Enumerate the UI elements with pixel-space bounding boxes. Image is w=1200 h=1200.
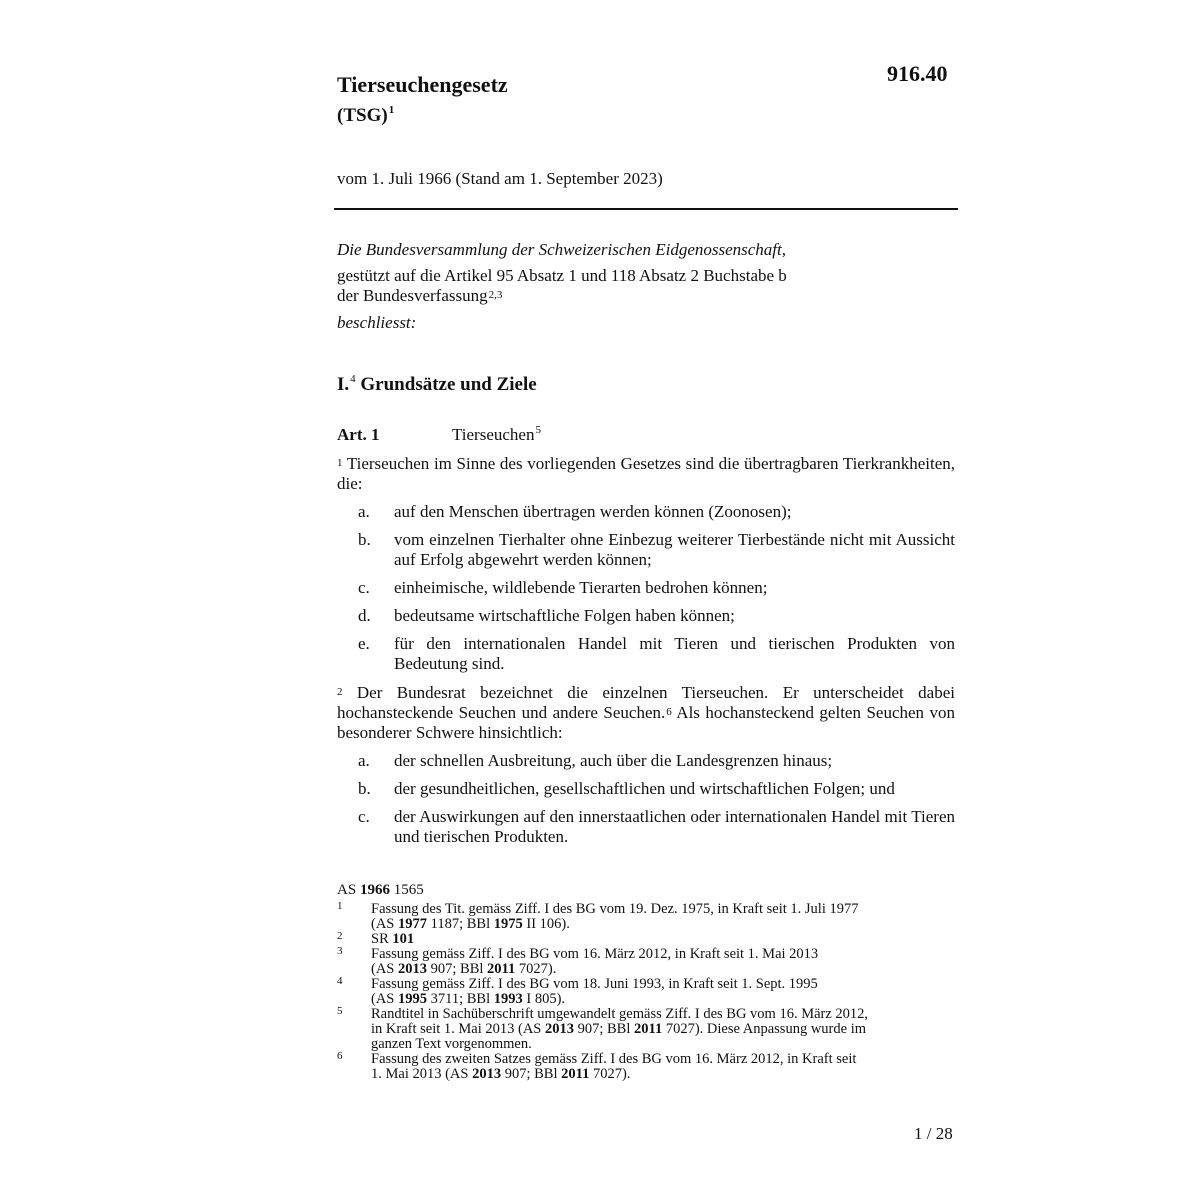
footnote-number: 2 bbox=[337, 930, 343, 942]
footnote bbox=[337, 932, 937, 947]
list-item bbox=[337, 530, 955, 570]
footnote-number: 5 bbox=[337, 1005, 343, 1017]
article-paragraph-2 bbox=[337, 683, 955, 743]
sr-number: 916.40 bbox=[887, 61, 948, 86]
as-year: 1966 bbox=[359, 882, 390, 898]
list-item-text: bedeutsame wirtschaftliche Folgen haben können; bbox=[394, 606, 735, 625]
article-number: Art. 1 bbox=[337, 425, 380, 444]
list-marker: c. bbox=[358, 807, 370, 826]
footnote-text: Fassung des zweiten Satzes gemäss Ziff. I des BG vom 16. März 2012, in Kraft seit 1. Mai 2013 (AS 2013 907; BBl 2011 7027). bbox=[371, 1051, 857, 1082]
list-item-text: für den internationalen Handel mit Tieren und tierischen Produkten von Bedeutung sind. bbox=[394, 634, 955, 673]
list-item bbox=[337, 779, 955, 799]
list-item bbox=[337, 807, 955, 847]
list-marker: b. bbox=[358, 530, 371, 549]
list-item-text: vom einzelnen Tierhalter ohne Einbezug weiterer Tierbestände nicht mit Aussicht auf Erfolg abgewehrt werden können; bbox=[394, 530, 955, 569]
footnote-text: Fassung gemäss Ziff. I des BG vom 16. März 2012, in Kraft seit 1. Mai 2013 (AS 2013 907; BBl 2011 7027). bbox=[371, 946, 819, 977]
footnote-ref[interactable]: 2,3 bbox=[488, 289, 503, 301]
list-item bbox=[337, 634, 955, 674]
list-marker: d. bbox=[358, 606, 371, 625]
footnotes bbox=[337, 902, 937, 1082]
list-marker: e. bbox=[358, 634, 370, 653]
footnote-ref[interactable]: 5 bbox=[535, 424, 541, 436]
page-number: 1 / 28 bbox=[914, 1124, 953, 1143]
footnote-ref[interactable]: 6 bbox=[666, 706, 672, 718]
paragraph-1-list bbox=[337, 502, 955, 682]
document-abbreviation bbox=[337, 105, 394, 127]
preamble-authority: Die Bundesversammlung der Schweizerischen Eidgenossenschaft, bbox=[337, 240, 786, 259]
preamble-basis-line-1: gestützt auf die Artikel 95 Absatz 1 und 118 Absatz 2 Buchstabe b bbox=[337, 266, 787, 285]
footnote-number: 6 bbox=[337, 1050, 343, 1062]
footnote-text: Randtitel in Sachüberschrift umgewandelt gemäss Ziff. I des BG vom 16. März 2012, in Kraft seit 1. Mai 2013 (AS 2013 907; BBl 2011 7027). Diese Anpassung wurde im ganzen Text vorgenommen. bbox=[371, 1006, 869, 1052]
preamble-resolution: beschliesst: bbox=[337, 313, 417, 332]
footnote bbox=[337, 977, 937, 1007]
date-line: vom 1. Juli 1966 (Stand am 1. September 2023) bbox=[337, 169, 663, 188]
paragraph-number: 1 bbox=[337, 457, 343, 469]
paragraph-1-text: Tierseuchen im Sinne des vorliegenden Gesetzes sind die übertragbaren Tierkrankheiten, die: bbox=[337, 454, 955, 493]
footnote-number: 1 bbox=[337, 900, 343, 912]
footnote-number: 4 bbox=[337, 975, 343, 987]
list-item bbox=[337, 502, 955, 522]
footnote-number: 3 bbox=[337, 945, 343, 957]
list-item bbox=[337, 751, 955, 771]
footnote-ref[interactable]: 4 bbox=[350, 373, 356, 385]
paragraph-2-list bbox=[337, 751, 955, 855]
article-paragraph-1 bbox=[337, 454, 955, 494]
footnote bbox=[337, 947, 937, 977]
article-title bbox=[452, 425, 541, 445]
paragraph-number: 2 bbox=[337, 686, 343, 698]
list-marker: c. bbox=[358, 578, 370, 597]
list-item bbox=[337, 578, 955, 598]
paragraph-2-text: Der Bundesrat bezeichnet die einzelnen Tierseuchen. Er unterscheidet dabei hochansteckende Seuchen und andere Seuchen. bbox=[337, 683, 955, 722]
paragraph-2-text-continued: Als hochansteckend gelten Seuchen von besonderer Schwere hinsichtlich: bbox=[337, 703, 956, 742]
footnote-text: SR 101 bbox=[371, 931, 415, 947]
footnote-ref[interactable]: 1 bbox=[388, 104, 395, 116]
footnote-text: Fassung gemäss Ziff. I des BG vom 18. Juni 1993, in Kraft seit 1. Sept. 1995 (AS 1995 3711; BBl 1993 I 805). bbox=[371, 976, 818, 1007]
list-item-text: auf den Menschen übertragen werden können (Zoonosen); bbox=[394, 502, 792, 521]
document-title: Tierseuchengesetz bbox=[337, 72, 508, 97]
list-item-text: der gesundheitlichen, gesellschaftlichen und wirtschaftlichen Folgen; und bbox=[394, 779, 895, 798]
list-marker: b. bbox=[358, 779, 371, 798]
as-page: 1565 bbox=[393, 882, 424, 898]
article-title-text: Tierseuchen bbox=[452, 425, 535, 444]
preamble-basis-text: der Bundesverfassung bbox=[337, 286, 488, 305]
list-item-text: einheimische, wildlebende Tierarten bedrohen können; bbox=[394, 578, 768, 597]
list-marker: a. bbox=[358, 751, 370, 770]
as-prefix: AS bbox=[337, 882, 357, 898]
footnote-text: Fassung des Tit. gemäss Ziff. I des BG vom 19. Dez. 1975, in Kraft seit 1. Juli 1977 (AS 1977 1187; BBl 1975 II 106). bbox=[371, 901, 859, 932]
chapter-number: I. bbox=[337, 374, 350, 395]
preamble-basis-line-2 bbox=[337, 286, 955, 306]
list-item bbox=[337, 606, 955, 626]
header-divider bbox=[334, 208, 958, 210]
footnote bbox=[337, 902, 937, 932]
as-reference bbox=[337, 882, 424, 899]
list-item-text: der schnellen Ausbreitung, auch über die Landesgrenzen hinaus; bbox=[394, 751, 833, 770]
list-item-text: der Auswirkungen auf den innerstaatlichen oder internationalen Handel mit Tieren und tierischen Produkten. bbox=[394, 807, 955, 846]
footnote bbox=[337, 1007, 937, 1052]
list-marker: a. bbox=[358, 502, 370, 521]
abbreviation-text: (TSG) bbox=[337, 105, 388, 126]
footnote bbox=[337, 1052, 937, 1082]
chapter-title: Grundsätze und Ziele bbox=[360, 374, 537, 395]
chapter-heading bbox=[337, 374, 537, 396]
